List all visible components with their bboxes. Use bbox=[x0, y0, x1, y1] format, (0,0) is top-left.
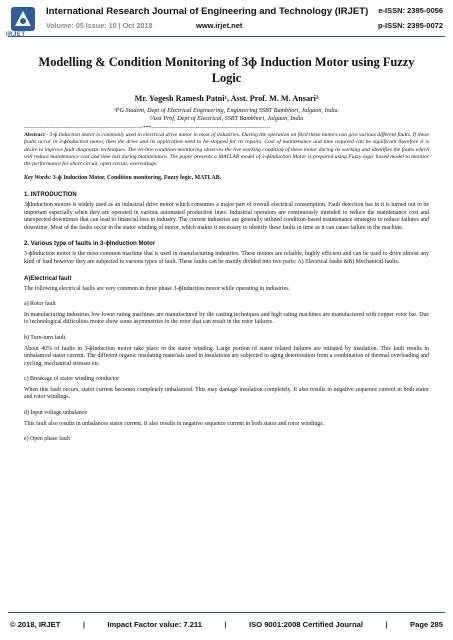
section-divider: ---------------------------------------------------------------------***--------------------------------------------------------------------- bbox=[24, 125, 271, 131]
subheading-breakage-fault: c) Breakage of stator winding conductor bbox=[24, 376, 120, 383]
volume-issue: Volume: 05 Issue: 10 | Oct 2018 bbox=[46, 21, 153, 30]
section-heading-fault-types: 2. Various type of faults in 3-ɸInduction Motor bbox=[24, 241, 156, 248]
page-header bbox=[0, 0, 453, 44]
footer-copyright: © 2018, IRJET bbox=[10, 619, 61, 629]
abstract-text: 3-ɸ Induction motor is commonly used in electrical drive motor in most of industries. During the operation on filed these motors can give various different faults. If these faults occur in 3-ɸInduction motor, then the drive and its application need to be stopped for its repairs. Cost of maintenance and time required can be significant therefore it is desire to improve fault diagnostic techniques. The on-line condition monitoring observes the live working condition of these motor during its working and identifies the faults which will reduce maintenance cost and time lost during maintenance. The paper presents a MATLAB model of 3-ɸInduction Motor is prepared using Fuzzy logic based model to monitor the performance for short circuit, open circuit, overvoltage. bbox=[24, 132, 430, 168]
electrical-fault-text: The following electrical faults are very common in three phase 3-ɸInduction motor while operating in industries. bbox=[24, 285, 290, 292]
journal-title: International Research Journal of Engineering and Technology (IRJET) bbox=[46, 6, 369, 17]
input-voltage-unbalance-text: This fault also results in unbalances stator current. It also results in negative sequence current in both stator and rotor windings. bbox=[24, 420, 325, 427]
footer-separator: | bbox=[224, 619, 227, 629]
subheading-input-voltage-unbalance: d) Input voltage unbalance bbox=[24, 410, 87, 417]
e-issn: e-ISSN: 2395-0056 bbox=[378, 6, 443, 15]
footer-page-number: Page 285 bbox=[410, 619, 443, 629]
subheading-turn-turn-fault: b) Turn-turn fault bbox=[24, 334, 66, 341]
fault-types-text: 3-ɸInduction motor is the most common machine that is used in manufacturing industries. These motors are reliable, highly efficient and can be used to drive almost any kind of load however they are subjected to various types of fault. These faults can be mainly divided into two parts: A) Electrical faults &B) Mechanical faults. bbox=[24, 251, 429, 265]
abstract bbox=[24, 132, 429, 168]
footer-iso: ISO 9001:2008 Certified Journal bbox=[249, 619, 363, 629]
section-heading-introduction: 1. INTRODUCTION bbox=[24, 191, 77, 198]
subheading-open-phase-fault: e) Open phase fault bbox=[24, 436, 70, 443]
footer-divider bbox=[8, 612, 445, 613]
header-divider bbox=[8, 36, 445, 37]
keywords-text: 3-ɸ Induction Motor, Condition monitoring, Fuzzy logic, MATLAB. bbox=[51, 175, 222, 182]
affiliation-1: ¹PG Student, Dept of Electrical Engineering, Engineering SSBT Bambhori, Jalgaon, India. bbox=[113, 107, 340, 114]
footer-separator: | bbox=[385, 619, 388, 629]
footer-separator: | bbox=[82, 619, 85, 629]
breakage-fault-text: When this fault occurs, stator current becomes completely unbalanced. This may damage insulation completely. It also results in negative sequence current in both stator and rotor windings. bbox=[24, 386, 429, 401]
paper-authors: Mr. Yogesh Ramesh Patni¹, Asst. Prof. M. M. Ansari² bbox=[134, 94, 319, 103]
section-heading-electrical-fault: A)Electrical fault bbox=[24, 275, 72, 282]
p-issn: p-ISSN: 2395-0072 bbox=[377, 21, 443, 30]
turn-turn-fault-text: About 40% of faults in 3-ɸInduction motor take place in the stator winding. Large portion of stator related failures are initiated by insulation. This fault results in unbalanced stator current. The different organic insulating materials used in insulations are subjected to aging deterioration from a combination of thermal overloading and cycling, mechanical stresses etc bbox=[24, 345, 429, 367]
subheading-rotor-fault: a) Rotor fault bbox=[24, 301, 56, 308]
rotor-fault-text: In manufacturing industries low lower rating machines are manufactured by die casting techniques and high rating machines are manufactured with copper rotor bar. Due to technological difficulties motor show some asymmetries in the rotor that can result in the rotor failures. bbox=[24, 311, 429, 326]
affiliation-2: ²Asst Prof, Dept of Electrical, SSBT Bambhori, Jalgaon, India bbox=[149, 115, 304, 122]
irjet-logo-icon bbox=[10, 6, 36, 32]
paper-title: Modelling & Condition Monitoring of 3ɸ Induction Motor using Fuzzy Logic bbox=[38, 55, 415, 85]
journal-website-link[interactable]: www.irjet.net bbox=[196, 21, 243, 30]
logo-text: IRJET bbox=[6, 32, 26, 38]
introduction-text: 3ɸInduction motors is widely used as an industrial drive motor which consumes a major part of overall electrical consumption. Fault detection has in it is turned out to be important especially when they are operated in various automated production lines. Industrial operators are continuously intended to reduce the maintenance cost and unexpected downtimes that can lead to financial loss in industry. The current industries are generally utilized condition-based maintenance strategies to reduce failures and downtime. Most of the faults occur in the stator winding of motor, which makes it necessary to identify these faults in time as it can cause failure in the machine. bbox=[24, 201, 429, 231]
keywords bbox=[24, 175, 429, 183]
keywords-label: Key Words: bbox=[24, 175, 52, 182]
paper-body bbox=[24, 54, 429, 447]
footer-impact-factor: Impact Factor value: 7.211 bbox=[107, 619, 202, 629]
abstract-label: Abstract - bbox=[24, 132, 49, 138]
page-footer bbox=[10, 617, 443, 631]
